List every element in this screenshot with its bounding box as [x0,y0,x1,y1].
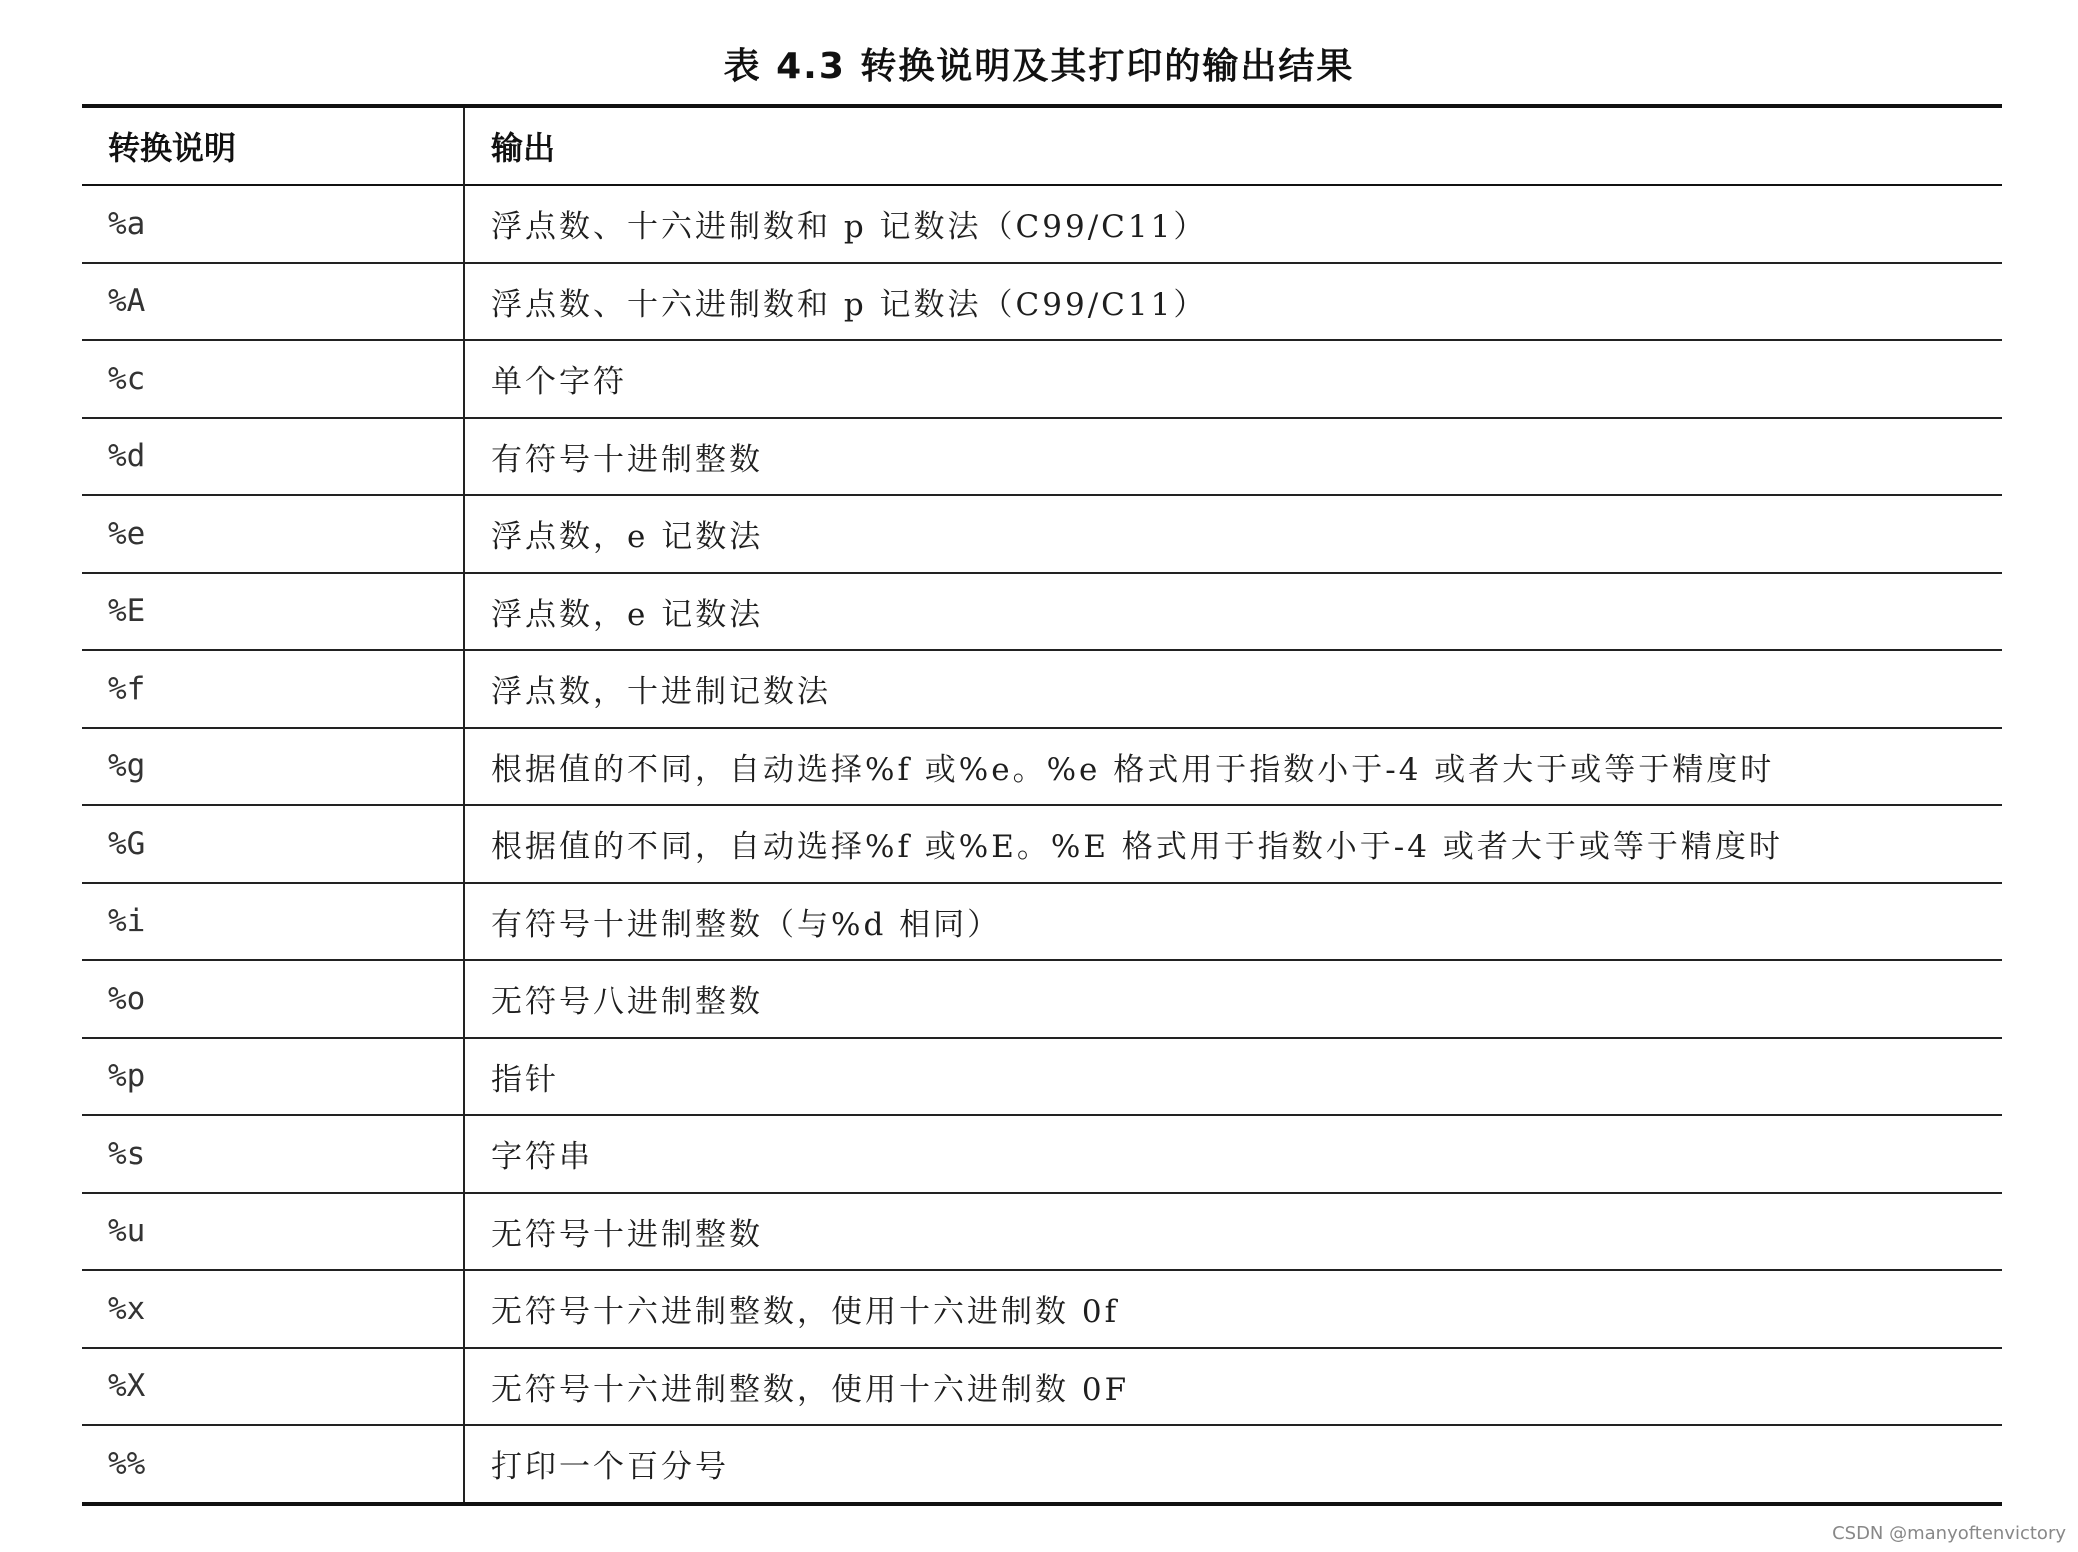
output-cell: 字符串 [491,1139,593,1176]
output-cell: 根据值的不同，自动选择%f 或%e。%e 格式用于指数小于-4 或者大于或等于精度时 [491,751,1775,788]
header-output: 输出 [491,129,556,167]
table-row [82,185,2002,263]
table-row [82,883,2002,961]
table-row [82,728,2002,806]
watermark: CSDN @manyoftenvictory [1832,1523,2066,1544]
conversion-table [82,104,2002,1506]
table-body [82,185,2002,1504]
output-cell: 浮点数，e 记数法 [491,519,764,556]
output-cell: 指针 [491,1061,559,1098]
conversion-spec-cell: %E [82,573,464,651]
conversion-spec-cell: %c [82,340,464,418]
conversion-spec-cell: %g [82,728,464,806]
conversion-spec-cell: %i [82,883,464,961]
conversion-table-container [82,104,2002,1506]
conversion-spec-cell: %s [82,1115,464,1193]
output-cell: 打印一个百分号 [491,1449,729,1486]
output-cell: 无符号十进制整数 [491,1216,763,1253]
output-cell: 浮点数，e 记数法 [491,596,764,633]
table-row [82,340,2002,418]
conversion-spec-cell: %o [82,960,464,1038]
conversion-spec-cell: %G [82,805,464,883]
output-cell: 有符号十进制整数（与%d 相同） [491,906,1002,943]
table-row [82,1270,2002,1348]
header-row [82,106,2002,185]
output-cell: 有符号十进制整数 [491,441,763,478]
table-row [82,1193,2002,1271]
output-cell: 无符号十六进制整数，使用十六进制数 0F [491,1371,1130,1408]
output-cell: 无符号十六进制整数，使用十六进制数 0f [491,1294,1120,1331]
table-title: 表 4.3 转换说明及其打印的输出结果 [723,46,1355,87]
output-cell: 无符号八进制整数 [491,984,763,1021]
conversion-spec-cell: %X [82,1348,464,1426]
header-conversion-spec: 转换说明 [82,106,464,185]
table-row [82,573,2002,651]
conversion-spec-cell: %e [82,495,464,573]
table-row [82,418,2002,496]
conversion-spec-cell: %f [82,650,464,728]
conversion-spec-cell: %a [82,185,464,263]
output-cell: 浮点数，十进制记数法 [491,674,831,711]
table-header [82,106,2002,185]
table-row [82,960,2002,1038]
table-row [82,650,2002,728]
conversion-spec-cell: %d [82,418,464,496]
conversion-spec-cell: %x [82,1270,464,1348]
table-row [82,1115,2002,1193]
output-cell: 浮点数、十六进制数和 p 记数法（C99/C11） [491,209,1208,246]
conversion-spec-cell: %% [82,1425,464,1504]
conversion-spec-cell: %A [82,263,464,341]
output-cell: 单个字符 [491,364,627,401]
output-cell: 浮点数、十六进制数和 p 记数法（C99/C11） [491,286,1208,323]
table-row [82,1425,2002,1504]
conversion-spec-cell: %p [82,1038,464,1116]
table-row [82,495,2002,573]
conversion-spec-cell: %u [82,1193,464,1271]
table-row [82,805,2002,883]
table-row [82,1348,2002,1426]
output-cell: 根据值的不同，自动选择%f 或%E。%E 格式用于指数小于-4 或者大于或等于精度时 [491,829,1783,866]
table-row [82,1038,2002,1116]
table-row [82,263,2002,341]
